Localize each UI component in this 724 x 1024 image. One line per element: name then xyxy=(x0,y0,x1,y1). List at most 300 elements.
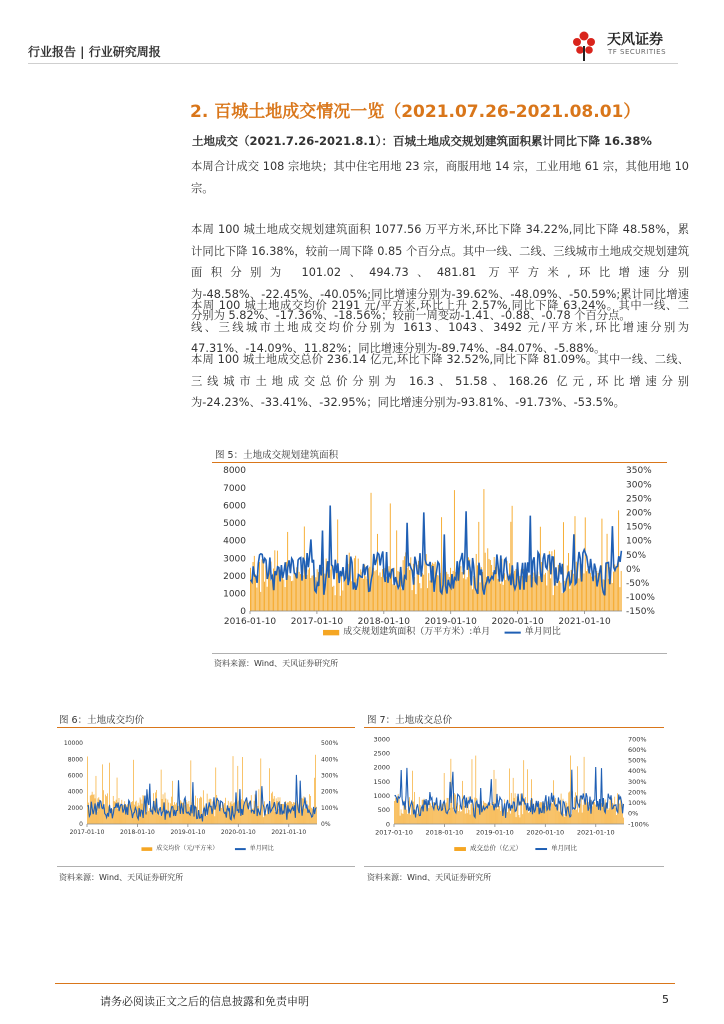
fig7-bar xyxy=(525,797,526,824)
fig7-bar xyxy=(444,773,445,824)
fig6-bar xyxy=(87,756,88,824)
fig6-bar xyxy=(135,802,136,824)
fig5-bar xyxy=(392,584,393,611)
fig5-bar xyxy=(441,517,442,611)
fig5-bar xyxy=(363,579,364,611)
fig7-bar xyxy=(510,814,511,824)
fig5-left-tick: 3000 xyxy=(223,554,246,565)
fig6-bar xyxy=(289,801,290,824)
fig5-bar xyxy=(612,583,613,611)
section-subtitle: 土地成交（2021.7.26-2021.8.1）：百城土地成交规划建筑面积累计同比下降 16.38% xyxy=(192,134,652,148)
fig5-bar xyxy=(374,571,375,611)
fig5-bar xyxy=(586,571,587,611)
fig7-bar xyxy=(527,769,528,824)
fig7-source: 资料来源：Wind、天风证券研究所 xyxy=(367,873,492,882)
fig7-bar xyxy=(603,804,604,824)
fig6-x-tick: 2019-01-10 xyxy=(170,829,206,836)
fig6-bar xyxy=(228,801,229,824)
fig7-left-tick: 1000 xyxy=(373,791,390,800)
fig7-right-tick: 0% xyxy=(628,809,639,818)
fig6-bar xyxy=(279,809,280,824)
fig5-bar xyxy=(508,578,509,611)
fig6-bar xyxy=(274,796,275,824)
fig6-bar xyxy=(201,797,202,824)
fig7-bar xyxy=(507,812,508,824)
fig7-bar xyxy=(581,796,582,824)
fig5-bar xyxy=(395,585,396,611)
fig6-right-tick: 100% xyxy=(321,804,339,812)
fig7-bar xyxy=(407,814,408,824)
fig6-bar xyxy=(110,812,111,824)
fig7-bar xyxy=(573,809,574,824)
fig5-bar xyxy=(504,573,505,611)
fig7-bar xyxy=(495,807,496,824)
fig7-bar xyxy=(469,810,470,824)
fig7-bar xyxy=(417,814,418,824)
fig7-x-tick: 2020-01-10 xyxy=(526,828,565,837)
fig6-left-tick: 4000 xyxy=(67,788,83,796)
fig6-bottom-rule xyxy=(57,866,355,867)
fig7-bar xyxy=(467,813,468,824)
fig6-bar xyxy=(118,809,119,824)
fig6-bar xyxy=(122,800,123,824)
fig5-bar xyxy=(467,577,468,611)
fig7-bar xyxy=(500,811,501,824)
fig7-bar xyxy=(470,815,471,824)
fig7-right-tick: 200% xyxy=(628,788,647,797)
fig7-bar xyxy=(574,797,575,824)
fig6-left-tick: 10000 xyxy=(63,740,83,748)
fig6-bar xyxy=(221,808,222,824)
fig5-bar xyxy=(494,557,495,611)
fig6-bar xyxy=(306,801,307,824)
fig6-left-tick: 2000 xyxy=(67,804,83,812)
fig6-bar xyxy=(172,781,173,824)
fig6-x-tick: 2020-01-10 xyxy=(220,829,256,836)
fig6-bar xyxy=(106,796,107,824)
fig7-legend-line-label: 单月同比 xyxy=(551,844,578,852)
fig5-bar xyxy=(282,577,283,611)
fig6-right-tick: 0% xyxy=(321,821,331,829)
fig5-bar xyxy=(380,572,381,611)
fig5-legend-bar-label: 成交规划建筑面积（万平方米）:单月 xyxy=(343,627,491,637)
fig7-bar xyxy=(623,818,624,824)
fig5-bar xyxy=(463,578,464,611)
fig7-bar xyxy=(571,814,572,824)
fig7-bar xyxy=(584,757,585,824)
fig6-bar xyxy=(211,799,212,824)
section-title: 2. 百城土地成交情况一览（2021.07.26-2021.08.01） xyxy=(190,102,641,122)
page-number: 5 xyxy=(662,993,669,1006)
fig5-right-tick: 200% xyxy=(626,508,652,519)
fig5-bar xyxy=(383,576,384,611)
fig7-bar xyxy=(449,811,450,824)
fig7-bar xyxy=(412,771,413,824)
fig7-bar xyxy=(443,808,444,824)
fig7-bar xyxy=(556,807,557,824)
fig7-bar xyxy=(477,808,478,824)
fig7-bar xyxy=(429,808,430,824)
fig7-bar xyxy=(423,800,424,824)
fig5-bar xyxy=(608,579,609,611)
fig6-legend-bar-swatch xyxy=(141,847,152,851)
fig7-bar xyxy=(608,810,609,824)
fig7-bar xyxy=(545,806,546,824)
fig7-right-tick: 300% xyxy=(628,777,647,786)
fig5-bar xyxy=(466,579,467,611)
fig7-bar xyxy=(583,805,584,824)
fig7-bar xyxy=(429,802,430,824)
fig7-bar xyxy=(551,803,552,824)
fig7-bar xyxy=(522,814,523,824)
fig5-chart xyxy=(212,464,670,649)
fig7-bar xyxy=(490,803,491,824)
fig5-bar xyxy=(550,578,551,611)
fig7-bar xyxy=(436,803,437,824)
fig5-bar xyxy=(332,587,333,611)
fig6-chart xyxy=(57,729,357,864)
fig7-bar xyxy=(585,803,586,824)
fig5-bar xyxy=(295,574,296,611)
fig5-bar xyxy=(336,572,337,611)
fig6-bar xyxy=(244,804,245,824)
fig5-bar xyxy=(530,575,531,611)
fig7-bar xyxy=(485,803,486,824)
fig5-bar xyxy=(306,575,307,611)
fig5-bar xyxy=(539,576,540,611)
fig6-right-tick: 500% xyxy=(321,740,339,748)
fig5-bar xyxy=(315,577,316,611)
fig6-bar xyxy=(105,795,106,824)
fig5-x-tick: 2021-01-10 xyxy=(558,617,611,627)
fig7-bar xyxy=(394,801,395,824)
fig6-bar xyxy=(185,805,186,824)
fig6-bar xyxy=(262,805,263,824)
fig7-bar xyxy=(616,815,617,824)
fig5-bar xyxy=(381,577,382,611)
fig5-bar xyxy=(333,586,334,611)
fig7-bar xyxy=(491,806,492,824)
fig7-bar xyxy=(614,797,615,824)
fig6-bar xyxy=(275,812,276,824)
fig7-bar xyxy=(592,806,593,824)
fig5-bar xyxy=(250,568,251,611)
fig6-right-tick: 300% xyxy=(321,772,339,780)
fig5-right-tick: 350% xyxy=(626,466,652,477)
fig7-right-tick: 400% xyxy=(628,767,647,776)
fig7-bar xyxy=(595,805,596,824)
fig7-bar xyxy=(537,807,538,824)
fig6-bar xyxy=(160,816,161,824)
fig6-bar xyxy=(215,767,216,824)
fig7-bar xyxy=(538,808,539,824)
fig7-bar xyxy=(593,801,594,824)
fig5-bar xyxy=(382,569,383,611)
fig5-x-tick: 2019-01-10 xyxy=(424,617,477,627)
fig5-bar xyxy=(309,568,310,611)
flower-mark-icon xyxy=(573,32,595,62)
fig5-bar xyxy=(560,583,561,611)
fig6-bar xyxy=(149,808,150,824)
fig5-bar xyxy=(460,566,461,611)
fig5-bar xyxy=(544,574,545,611)
fig6-left-tick: 8000 xyxy=(67,756,83,764)
fig5-bar xyxy=(545,573,546,611)
fig7-top-rule xyxy=(364,727,664,728)
fig5-bar xyxy=(423,575,424,611)
fig5-legend-bar-swatch xyxy=(323,630,339,635)
fig7-bar xyxy=(509,769,510,825)
fig5-bar xyxy=(509,563,510,611)
fig7-bar xyxy=(615,808,616,824)
fig5-bar xyxy=(409,570,410,611)
fig6-bar xyxy=(96,776,97,824)
fig5-bar xyxy=(415,594,416,611)
fig7-bar xyxy=(528,813,529,824)
fig6-bar xyxy=(206,816,207,824)
fig7-bar xyxy=(457,803,458,824)
fig5-x-tick: 2020-01-10 xyxy=(491,617,544,627)
fig7-bar xyxy=(452,808,453,824)
fig6-left-tick: 0 xyxy=(79,821,83,829)
fig5-bar xyxy=(263,560,264,611)
fig5-bar xyxy=(335,595,336,611)
fig7-x-tick: 2021-01-10 xyxy=(576,828,615,837)
fig7-right-tick: 700% xyxy=(628,735,647,744)
fig7-bar xyxy=(513,778,514,824)
footer-divider xyxy=(55,983,675,984)
fig5-bar xyxy=(569,589,570,611)
fig6-bar xyxy=(310,796,311,824)
fig7-bar xyxy=(402,813,403,824)
fig7-bar xyxy=(494,770,495,824)
fig6-source: 资料来源：Wind、天风证券研究所 xyxy=(59,873,184,882)
fig7-bar xyxy=(553,780,554,824)
fig6-left-tick: 6000 xyxy=(67,772,83,780)
fig5-bar xyxy=(559,581,560,611)
fig5-bar xyxy=(548,570,549,611)
fig7-legend-bar-label: 成交总价（亿元） xyxy=(469,844,522,852)
fig7-bar xyxy=(559,812,560,824)
fig6-bar xyxy=(102,764,103,824)
fig5-left-tick: 6000 xyxy=(223,501,246,512)
fig7-bar xyxy=(498,809,499,824)
fig6-bar xyxy=(107,793,108,824)
fig5-bar xyxy=(341,576,342,611)
fig6-bar xyxy=(266,814,267,824)
fig5-bar xyxy=(553,595,554,611)
fig6-x-tick: 2017-01-10 xyxy=(69,829,105,836)
fig5-bar xyxy=(299,572,300,611)
fig5-bar xyxy=(500,584,501,611)
fig7-bar xyxy=(453,810,454,824)
fig7-bar xyxy=(460,812,461,824)
fig5-bar xyxy=(365,576,366,611)
fig5-bar xyxy=(421,588,422,611)
fig5-bar xyxy=(422,573,423,611)
fig5-left-tick: 7000 xyxy=(223,483,246,494)
fig7-bar xyxy=(512,809,513,824)
fig7-bar xyxy=(461,811,462,824)
fig5-right-tick: 300% xyxy=(626,480,652,491)
logo-name-cn: 天风证券 xyxy=(607,32,663,48)
fig7-bar xyxy=(516,817,517,824)
fig7-bar xyxy=(459,805,460,824)
fig6-bar xyxy=(200,797,201,824)
fig7-bar xyxy=(609,808,610,824)
fig6-bar xyxy=(197,798,198,824)
fig6-bar xyxy=(263,817,264,824)
fig7-bar xyxy=(450,808,451,824)
fig6-bar xyxy=(148,811,149,824)
fig7-bar xyxy=(619,804,620,825)
fig5-bar xyxy=(505,580,506,611)
fig5-right-tick: -100% xyxy=(626,593,655,604)
fig7-bar xyxy=(401,809,402,824)
fig5-bar xyxy=(412,590,413,611)
fig7-bar xyxy=(590,808,591,824)
report-breadcrumb: 行业报告 | 行业研究周报 xyxy=(28,45,161,59)
fig5-bar xyxy=(290,576,291,611)
fig7-right-tick: 500% xyxy=(628,756,647,765)
fig6-bar xyxy=(268,813,269,824)
fig7-legend-bar-swatch xyxy=(454,847,466,851)
fig5-bar xyxy=(485,553,486,611)
fig6-x-tick: 2018-01-10 xyxy=(120,829,155,836)
fig5-bar xyxy=(428,573,429,611)
fig7-bar xyxy=(577,766,578,824)
paragraph-total-price: 本周 100 城土地成交总价 236.14 亿元,环比下降 32.52%,同比下降 81.09%。其中一线、二线、三线城市土地成交总价分别为 16.3、51.58、168.26 亿元,环比增速分别为-24.23%、-33.41%、-32.95%；同比增速分别为-93.81%、-91.73%、-53.5%。 xyxy=(191,353,689,409)
fig5-left-tick: 1000 xyxy=(223,589,246,600)
fig5-bar xyxy=(533,573,534,611)
fig6-bar xyxy=(249,810,250,824)
fig5-bar xyxy=(430,581,431,611)
fig7-bar xyxy=(399,799,400,824)
fig5-bar xyxy=(476,554,477,611)
fig5-bar xyxy=(308,570,309,611)
fig5-bar xyxy=(616,568,617,611)
fig7-left-tick: 500 xyxy=(377,806,390,815)
fig5-bar xyxy=(573,574,574,611)
fig7-bar xyxy=(594,802,595,824)
fig6-right-tick: 400% xyxy=(321,756,339,764)
fig6-bar xyxy=(121,804,122,824)
footer-disclaimer: 请务必阅读正文之后的信息披露和免责申明 xyxy=(100,995,309,1008)
fig5-bar xyxy=(619,587,620,611)
fig5-bar xyxy=(603,579,604,611)
fig5-bar xyxy=(464,570,465,611)
fig7-bar xyxy=(403,814,404,824)
fig6-bar xyxy=(245,800,246,824)
fig7-bar xyxy=(484,803,485,824)
fig7-bar xyxy=(400,816,401,824)
fig7-bar xyxy=(463,797,464,824)
fig6-bar xyxy=(269,768,270,824)
fig7-bar xyxy=(607,808,608,824)
fig5-bar xyxy=(288,575,289,611)
fig5-bar xyxy=(256,588,257,611)
fig7-left-tick: 3000 xyxy=(373,735,390,744)
fig5-bar xyxy=(489,559,490,611)
fig5-left-tick: 2000 xyxy=(223,571,246,582)
fig5-bar xyxy=(277,551,278,611)
fig5-x-tick: 2017-01-10 xyxy=(290,617,344,627)
fig5-top-rule xyxy=(212,462,667,463)
fig7-bar xyxy=(596,805,597,824)
fig6-bar xyxy=(305,809,306,824)
fig7-x-tick: 2018-01-10 xyxy=(425,828,464,837)
fig6-bar xyxy=(225,798,226,824)
fig5-bar xyxy=(300,574,301,611)
fig5-bottom-rule xyxy=(212,653,667,654)
fig5-bar xyxy=(491,565,492,611)
fig5-x-tick: 2018-01-10 xyxy=(357,617,410,627)
fig5-bar xyxy=(285,587,286,611)
fig5-bar xyxy=(264,582,265,611)
fig7-bar xyxy=(550,808,551,824)
fig5-bar xyxy=(377,534,378,611)
fig6-bar xyxy=(146,812,147,824)
fig5-bar xyxy=(472,589,473,611)
fig7-bar xyxy=(610,801,611,824)
fig5-bar xyxy=(528,575,529,611)
fig5-bar xyxy=(512,506,513,611)
fig6-bar xyxy=(99,797,100,824)
fig5-bar xyxy=(321,575,322,611)
fig5-bar xyxy=(617,563,618,611)
fig5-source: 资料来源：Wind、天风证券研究所 xyxy=(214,659,339,668)
fig7-bar xyxy=(565,817,566,824)
fig6-bar xyxy=(316,807,317,824)
fig5-bar xyxy=(390,503,391,611)
paragraph-floor-area: 本周 100 城土地成交规划建筑面积 1077.56 万平方米,环比下降 34.22%,同比下降 48.58%，累计同比下降 16.38%，较前一周下降 0.85 个百分点。其中一线、二线、三线城市土地成交规划建筑面积分别为 101.02、494.73、481.81 万平方米,环比增速分别为-48.58%、-22.45%、-40.05%;同比增速分别为-39.62%、-48.09%、-50.59%;累计同比增速分别为 5.82%、-17.36%、-18.56%；较前一周变动-1.41、-0.88、-0.78 个百分点。 xyxy=(191,223,689,322)
fig5-bar xyxy=(424,558,425,611)
fig6-bar xyxy=(237,766,238,824)
fig5-bar xyxy=(251,581,252,611)
fig7-bar xyxy=(497,805,498,824)
fig5-bar xyxy=(590,573,591,611)
fig7-right-tick: 600% xyxy=(628,745,647,754)
fig5-bar xyxy=(259,562,260,611)
fig5-bar xyxy=(576,562,577,611)
fig5-bar xyxy=(292,581,293,611)
fig5-bar xyxy=(613,572,614,611)
fig5-right-tick: 250% xyxy=(626,494,652,505)
fig5-bar xyxy=(367,579,368,611)
fig5-x-tick: 2016-01-10 xyxy=(223,617,277,627)
fig5-bar xyxy=(312,576,313,611)
fig6-bar xyxy=(273,799,274,824)
fig5-bar xyxy=(510,522,511,611)
fig6-title: 图 6：土地成交均价 xyxy=(59,715,145,726)
fig5-right-tick: -50% xyxy=(626,578,650,589)
fig5-legend-line-label: 单月同比 xyxy=(524,627,561,637)
paragraph-land-count: 本周合计成交 108 宗地块；其中住宅用地 23 宗，商服用地 14 宗，工业用地 61 宗，其他用地 10 宗。 xyxy=(191,160,689,195)
fig7-bar xyxy=(529,812,530,824)
fig5-bar xyxy=(427,588,428,611)
fig7-bar xyxy=(602,807,603,824)
fig5-bar xyxy=(503,585,504,611)
fig6-bar xyxy=(191,760,192,824)
fig5-bar xyxy=(480,582,481,611)
fig6-bar xyxy=(188,804,189,824)
fig7-bar xyxy=(410,815,411,824)
fig7-bar xyxy=(430,803,431,824)
fig5-bar xyxy=(291,581,292,611)
fig6-bar xyxy=(308,806,309,825)
fig7-bar xyxy=(422,800,423,824)
fig7-bar xyxy=(508,806,509,824)
